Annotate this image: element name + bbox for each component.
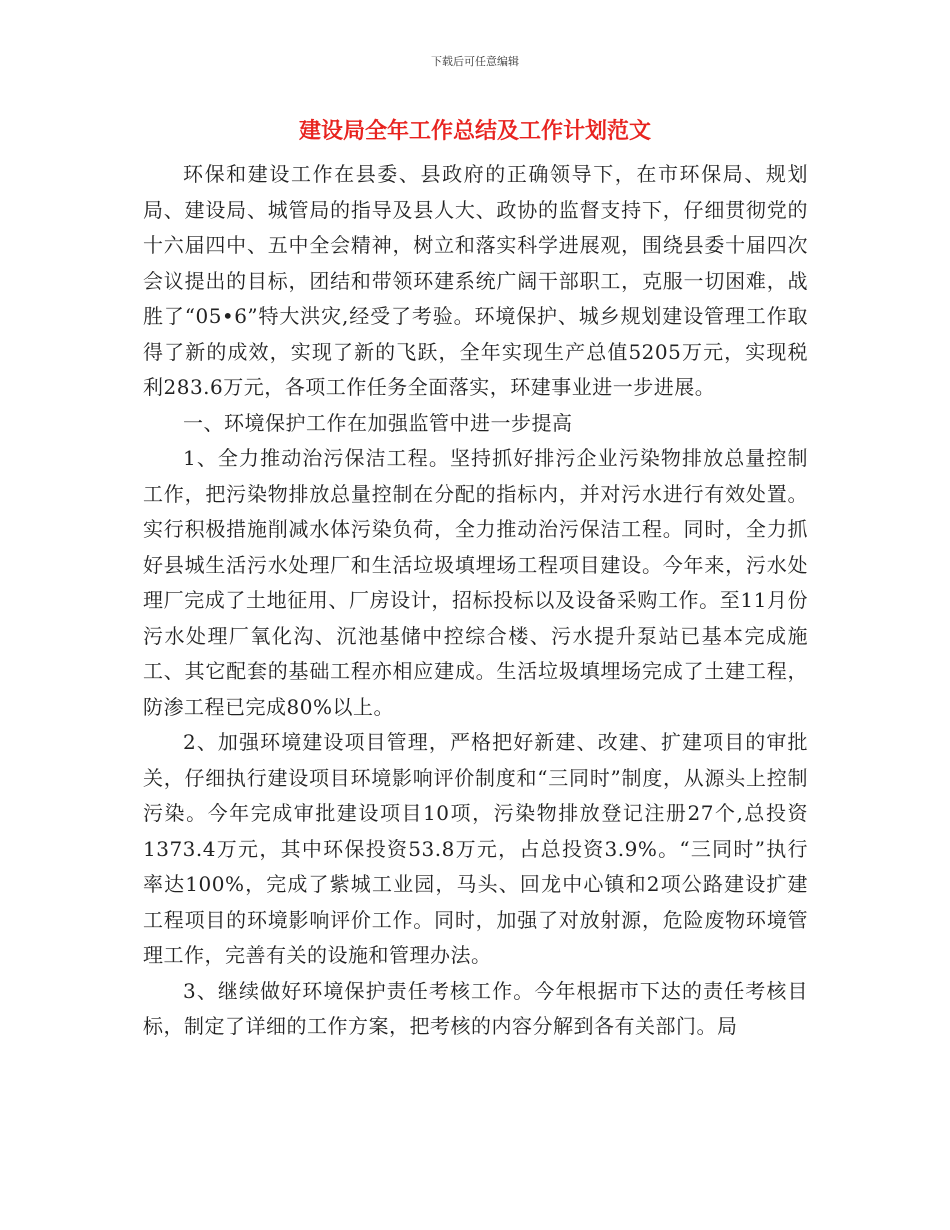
paragraph-intro: 环保和建设工作在县委、县政府的正确领导下，在市环保局、规划局、建设局、城管局的指导及县人大、政协的监督支持下，仔细贯彻党的十六届四中、五中全会精神，树立和落实科学进展观，围绕县委十届四次会议提出的目标，团结和带领环建系统广阔干部职工，克服一切困难，战胜了“05•6”特大洪灾,经受了考验。环境保护、城乡规划建设管理工作取得了新的成效，实现了新的飞跃，全年实现生产总值5205万元，实现税利283.6万元，各项工作任务全面落实，环建事业进一步进展。: [143, 162, 808, 399]
paragraph-item-2: 2、加强环境建设项目管理，严格把好新建、改建、扩建项目的审批关，仔细执行建设项目环境影响评价制度和“三同时”制度，从源头上控制污染。今年完成审批建设项目10项，污染物排放登记注册27个,总投资1373.4万元，其中环保投资53.8万元，占总投资3.9%。“三同时”执行率达100%，完成了紫城工业园，马头、回龙中心镇和2项公路建设扩建工程项目的环境影响评价工作。同时，加强了对放射源，危险废物环境管理工作，完善有关的设施和管理办法。: [143, 730, 808, 967]
document-body: [143, 157, 808, 1045]
paragraph-item-3: 3、继续做好环境保护责任考核工作。今年根据市下达的责任考核目标，制定了详细的工作方案，把考核的内容分解到各有关部门。局: [143, 978, 808, 1038]
document-title: 建设局全年工作总结及工作计划范文: [298, 119, 651, 144]
paragraph-item-1: 1、全力推动治污保洁工程。坚持抓好排污企业污染物排放总量控制工作，把污染物排放总量控制在分配的指标内，并对污水进行有效处置。实行积极措施削减水体污染负荷，全力推动治污保洁工程。同时，全力抓好县城生活污水处理厂和生活垃圾填埋场工程项目建设。今年来，污水处理厂完成了土地征用、厂房设计，招标投标以及设备采购工作。至11月份污水处理厂氧化沟、沉池基储中控综合楼、污水提升泵站已基本完成施工、其它配套的基础工程亦相应建成。生活垃圾填埋场完成了土建工程，防渗工程已完成80%以上。: [143, 446, 808, 719]
section-heading-environment: 一、环境保护工作在加强监管中进一步提高: [183, 410, 573, 435]
header-note: 下载后可任意编辑: [431, 55, 519, 68]
